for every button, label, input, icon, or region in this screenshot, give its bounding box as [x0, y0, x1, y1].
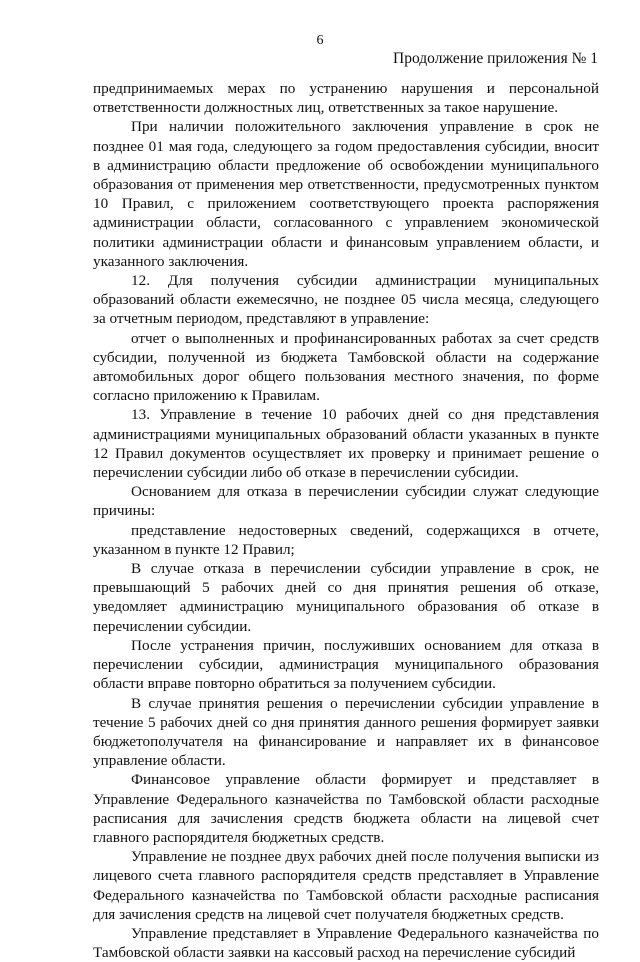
paragraph: Управление представляет в Управление Федерального казначейства по Тамбовской области заявки на кассовый расход на перечисление субсидий: [93, 924, 599, 962]
paragraph: При наличии положительного заключения управление в срок не позднее 01 мая года, следующего за годом предоставления субсидии, вносит в администрацию области предложение об освобождении муниципального образования от применения мер ответственности, предусмотренных пунктом 10 Правил, с приложением соответствующего проекта распоряжения администрации области, согласованного с управлением экономической политики администрации области и финансовым управлением области, и указанного заключения.: [93, 118, 599, 270]
paragraph: Финансовое управление области формирует и представляет в Управление Федерального казначейства по Тамбовской области расходные расписания для зачисления средств бюджета области на лицевой счет главного распорядителя бюджетных средств.: [93, 771, 599, 846]
paragraph: В случае отказа в перечислении субсидии управление в срок, не превышающий 5 рабочих дней со дня принятия решения об отказе, уведомляет администрацию муниципального образования об отказе в перечислении субсидии.: [93, 560, 599, 635]
document-body: [93, 79, 599, 962]
paragraph: 13. Управление в течение 10 рабочих дней со дня представления администрациями муниципальных образований области указанных в пункте 12 Правил документов осуществляет их проверку и принимает решение о перечислении субсидии либо об отказе в перечислении субсидии.: [93, 406, 599, 482]
paragraph: предпринимаемых мерах по устранению нарушения и персональной ответственности должностных лиц, ответственных за такое нарушение.: [93, 80, 599, 117]
appendix-header: Продолжение приложения № 1: [393, 50, 598, 67]
paragraph: Основанием для отказа в перечислении субсидии служат следующие причины:: [93, 483, 599, 520]
paragraph: представление недостоверных сведений, содержащихся в отчете, указанном в пункте 12 Правил;: [93, 521, 599, 558]
page-number: 6: [316, 33, 324, 48]
paragraph: отчет о выполненных и профинансированных работах за счет средств субсидии, полученной из бюджета Тамбовской области на содержание автомобильных дорог общего пользования местного значения, по форме согласно приложению к Правилам.: [93, 329, 599, 405]
paragraph: После устранения причин, послуживших основанием для отказа в перечислении субсидии, администрация муниципального образования области вправе повторно обратиться за получением субсидии.: [93, 636, 599, 693]
paragraph: 12. Для получения субсидии администрации муниципальных образований области ежемесячно, не позднее 05 числа месяца, следующего за отчетным периодом, представляют в управление:: [93, 272, 599, 328]
paragraph: Управление не позднее двух рабочих дней после получения выписки из лицевого счета главного распорядителя средств представляет в Управление Федерального казначейства по Тамбовской области расходные расписания для зачисления средств на лицевой счет получателя бюджетных средств.: [93, 848, 599, 923]
paragraph: В случае принятия решения о перечислении субсидии управление в течение 5 рабочих дней со дня принятия данного решения формирует заявки бюджетополучателя на финансирование и направляет их в финансовое управление области.: [93, 694, 599, 770]
